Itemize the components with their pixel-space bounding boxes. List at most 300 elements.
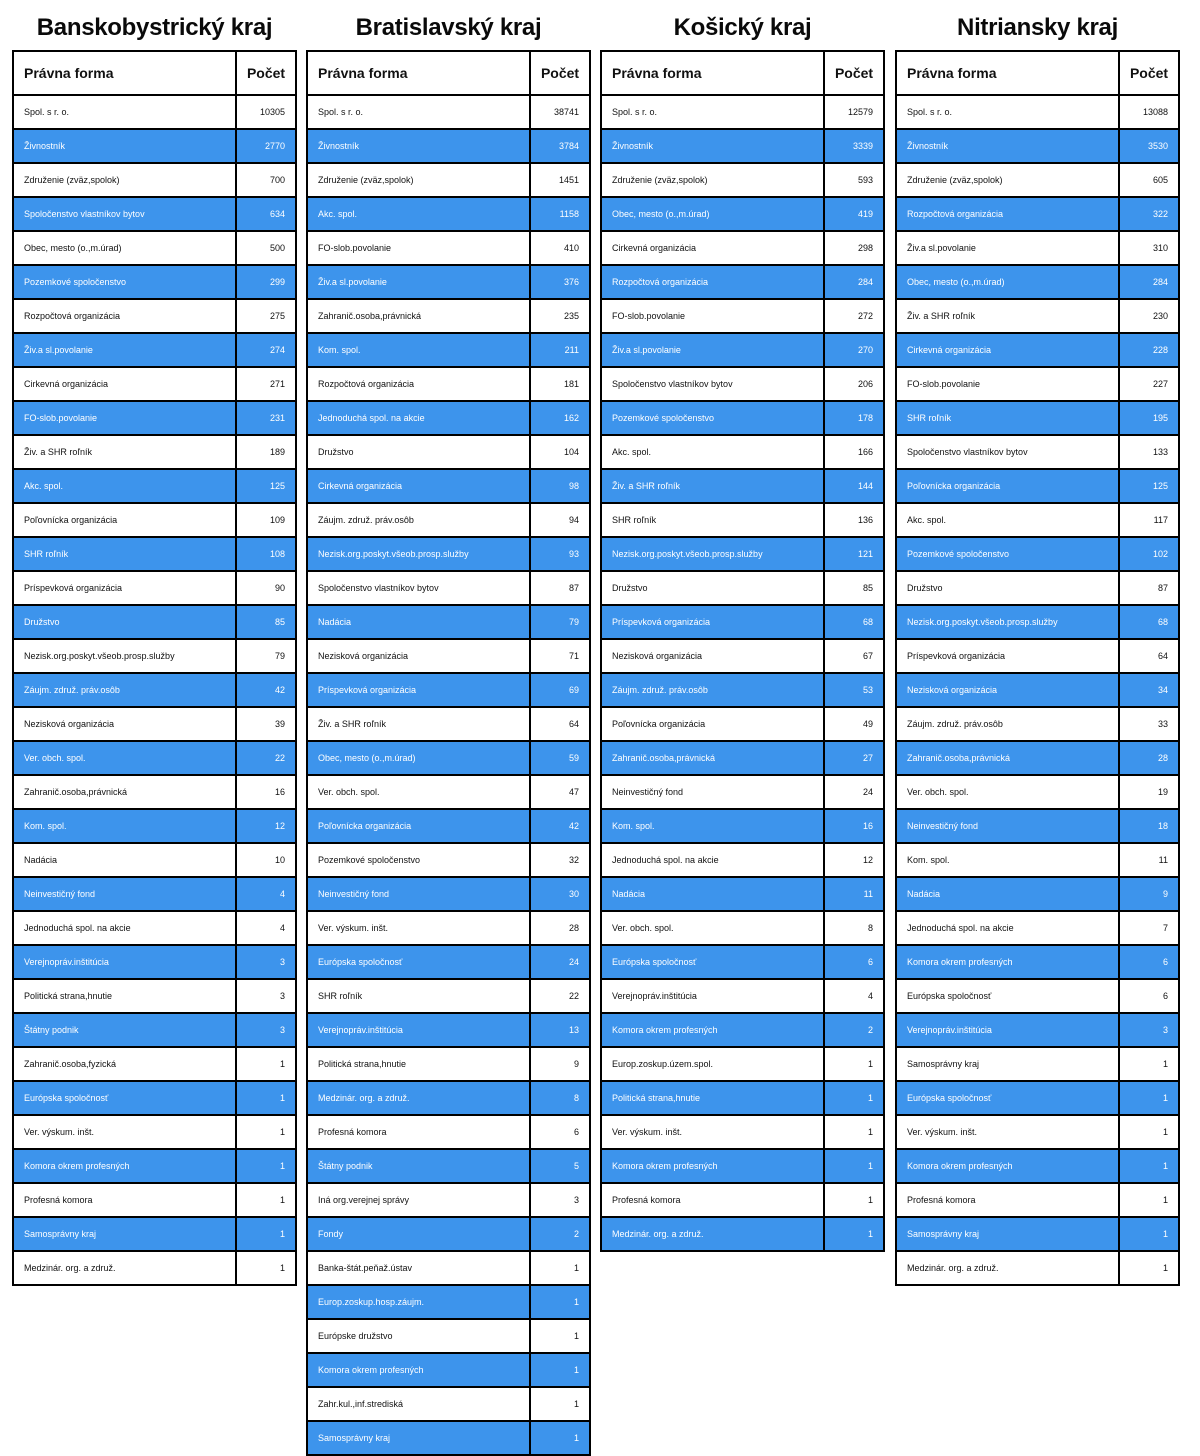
legal-form-cell: Europ.zoskup.územ.spol. [601,1047,824,1081]
table-row [307,401,590,435]
legal-form-cell: Verejnopráv.inštitúcia [13,945,236,979]
table-row [601,537,884,571]
table-row [601,707,884,741]
count-cell: 16 [824,809,884,843]
count-cell: 24 [530,945,590,979]
table-row [307,435,590,469]
legal-form-cell: Živnostník [601,129,824,163]
legal-form-cell: Živ. a SHR roľník [896,299,1119,333]
count-cell: 3 [530,1183,590,1217]
legal-form-cell: Banka-štát.peňaž.ústav [307,1251,530,1285]
count-cell: 53 [824,673,884,707]
legal-form-cell: Kom. spol. [307,333,530,367]
legal-form-cell: Zahr.kul.,inf.strediská [307,1387,530,1421]
table-row [601,95,884,129]
table-row [896,1183,1179,1217]
count-cell: 272 [824,299,884,333]
table-row [896,129,1179,163]
count-cell: 85 [824,571,884,605]
table-row [601,1149,884,1183]
count-cell: 3784 [530,129,590,163]
legal-form-cell: Akc. spol. [601,435,824,469]
table-row [307,1149,590,1183]
count-cell: 6 [1119,979,1179,1013]
legal-form-cell: Európska spoločnosť [896,979,1119,1013]
count-cell: 1 [1119,1183,1179,1217]
legal-form-cell: Nezisková organizácia [13,707,236,741]
count-cell: 376 [530,265,590,299]
table-row [896,639,1179,673]
legal-form-cell: Obec, mesto (o.,m.úrad) [307,741,530,775]
legal-form-cell: Akc. spol. [896,503,1119,537]
legal-form-table [306,50,591,1456]
count-cell: 12 [824,843,884,877]
legal-form-cell: Poľovnícka organizácia [601,707,824,741]
legal-form-cell: Zahranič.osoba,právnická [13,775,236,809]
count-cell: 3 [1119,1013,1179,1047]
count-cell: 228 [1119,333,1179,367]
legal-form-cell: Pozemkové spoločenstvo [13,265,236,299]
table-row [601,979,884,1013]
count-cell: 195 [1119,401,1179,435]
count-cell: 90 [236,571,296,605]
table-row [13,673,296,707]
count-cell: 69 [530,673,590,707]
table-row [896,843,1179,877]
legal-form-cell: Družstvo [13,605,236,639]
count-cell: 410 [530,231,590,265]
table-row [307,1183,590,1217]
table-row [307,231,590,265]
count-cell: 68 [1119,605,1179,639]
legal-form-cell: Akc. spol. [13,469,236,503]
count-cell: 1 [824,1217,884,1251]
region-title: Banskobystrický kraj [36,14,273,41]
count-cell: 1 [824,1081,884,1115]
header-count: Počet [236,51,296,95]
count-cell: 85 [236,605,296,639]
table-row [307,809,590,843]
table-row [896,265,1179,299]
table-row [896,1251,1179,1285]
legal-form-cell: Združenie (zväz,spolok) [307,163,530,197]
table-row [896,299,1179,333]
count-cell: 22 [236,741,296,775]
count-cell: 211 [530,333,590,367]
legal-form-cell: Komora okrem profesných [896,945,1119,979]
table-row [307,1013,590,1047]
legal-form-cell: Štátny podnik [307,1149,530,1183]
table-row [307,1217,590,1251]
legal-form-cell: Živ. a SHR roľník [601,469,824,503]
header-legal-form: Právna forma [601,51,824,95]
table-body [601,95,884,1251]
legal-form-cell: Nadácia [601,877,824,911]
count-cell: 605 [1119,163,1179,197]
legal-form-cell: Záujm. združ. práv.osôb [601,673,824,707]
table-row [307,333,590,367]
legal-form-cell: Spol. s r. o. [896,95,1119,129]
legal-form-cell: Ver. obch. spol. [307,775,530,809]
legal-form-cell: Nezisková organizácia [307,639,530,673]
table-body [896,95,1179,1285]
count-cell: 8 [530,1081,590,1115]
count-cell: 1 [824,1115,884,1149]
table-row [896,401,1179,435]
legal-form-cell: Ver. obch. spol. [13,741,236,775]
legal-form-cell: Verejnopráv.inštitúcia [601,979,824,1013]
table-row [13,571,296,605]
legal-form-table [12,50,297,1286]
legal-form-cell: Politická strana,hnutie [13,979,236,1013]
legal-form-cell: Cirkevná organizácia [896,333,1119,367]
table-row [896,945,1179,979]
table-body [13,95,296,1285]
count-cell: 3 [236,945,296,979]
legal-form-cell: Pozemkové spoločenstvo [601,401,824,435]
legal-form-cell: Pozemkové spoločenstvo [307,843,530,877]
table-row [13,401,296,435]
legal-form-cell: Akc. spol. [307,197,530,231]
legal-form-cell: Družstvo [601,571,824,605]
count-cell: 1 [236,1149,296,1183]
count-cell: 38741 [530,95,590,129]
legal-form-cell: Živ.a sl.povolanie [601,333,824,367]
count-cell: 28 [1119,741,1179,775]
count-cell: 1 [1119,1251,1179,1285]
table-row [13,503,296,537]
table-row [13,707,296,741]
count-cell: 87 [530,571,590,605]
legal-form-cell: Jednoduchá spol. na akcie [13,911,236,945]
table-row [307,1251,590,1285]
table-header-row [601,51,884,95]
legal-form-cell: Poľovnícka organizácia [307,809,530,843]
region-panel [600,0,885,1252]
count-cell: 3 [236,979,296,1013]
table-row [896,197,1179,231]
count-cell: 9 [1119,877,1179,911]
table-row [307,639,590,673]
count-cell: 593 [824,163,884,197]
table-row [307,877,590,911]
legal-form-cell: Jednoduchá spol. na akcie [601,843,824,877]
count-cell: 71 [530,639,590,673]
legal-form-cell: Fondy [307,1217,530,1251]
table-row [307,707,590,741]
legal-form-cell: Poľovnícka organizácia [13,503,236,537]
count-cell: 9 [530,1047,590,1081]
count-cell: 28 [530,911,590,945]
header-count: Počet [530,51,590,95]
table-row [307,1421,590,1455]
legal-form-cell: Profesná komora [307,1115,530,1149]
count-cell: 322 [1119,197,1179,231]
count-cell: 1 [1119,1081,1179,1115]
table-row [307,945,590,979]
table-row [307,843,590,877]
table-header-row [307,51,590,95]
table-row [13,1115,296,1149]
count-cell: 235 [530,299,590,333]
region-panel [306,0,591,1456]
table-row [13,95,296,129]
table-body [307,95,590,1455]
count-cell: 1 [236,1251,296,1285]
table-row [601,605,884,639]
count-cell: 87 [1119,571,1179,605]
table-row [13,605,296,639]
legal-form-cell: Neinvestičný fond [896,809,1119,843]
table-row [13,1081,296,1115]
count-cell: 94 [530,503,590,537]
count-cell: 12 [236,809,296,843]
table-row [601,129,884,163]
legal-form-cell: Živ. a SHR roľník [307,707,530,741]
count-cell: 227 [1119,367,1179,401]
count-cell: 16 [236,775,296,809]
count-cell: 1451 [530,163,590,197]
legal-form-cell: Samosprávny kraj [896,1217,1119,1251]
table-row [896,809,1179,843]
table-row [601,299,884,333]
legal-form-cell: SHR roľník [13,537,236,571]
legal-form-cell: Nadácia [896,877,1119,911]
legal-form-cell: Iná org.verejnej správy [307,1183,530,1217]
count-cell: 33 [1119,707,1179,741]
table-row [13,299,296,333]
table-row [601,639,884,673]
header-legal-form: Právna forma [896,51,1119,95]
count-cell: 27 [824,741,884,775]
table-row [601,503,884,537]
header-legal-form: Právna forma [13,51,236,95]
table-row [13,537,296,571]
legal-form-cell: Rozpočtová organizácia [896,197,1119,231]
legal-form-cell: Živ.a sl.povolanie [307,265,530,299]
table-row [896,435,1179,469]
count-cell: 4 [824,979,884,1013]
legal-form-cell: Živnostník [13,129,236,163]
table-row [307,673,590,707]
count-cell: 1 [530,1387,590,1421]
legal-form-cell: Nadácia [13,843,236,877]
table-row [307,129,590,163]
region-title: Nitriansky kraj [957,14,1118,41]
legal-form-cell: Spoločenstvo vlastníkov bytov [307,571,530,605]
table-row [307,299,590,333]
legal-form-cell: Nezisk.org.poskyt.všeob.prosp.služby [13,639,236,673]
table-row [13,1047,296,1081]
table-row [13,469,296,503]
table-row [13,333,296,367]
count-cell: 2770 [236,129,296,163]
legal-form-cell: Rozpočtová organizácia [307,367,530,401]
legal-form-cell: Cirkevná organizácia [307,469,530,503]
legal-form-cell: Spol. s r. o. [601,95,824,129]
count-cell: 93 [530,537,590,571]
count-cell: 64 [530,707,590,741]
table-row [307,163,590,197]
legal-form-cell: Komora okrem profesných [13,1149,236,1183]
legal-form-cell: Europ.zoskup.hosp.záujm. [307,1285,530,1319]
legal-form-cell: Jednoduchá spol. na akcie [307,401,530,435]
table-row [307,1319,590,1353]
legal-form-cell: Profesná komora [13,1183,236,1217]
legal-form-cell: Záujm. združ. práv.osôb [896,707,1119,741]
count-cell: 1 [1119,1217,1179,1251]
legal-form-cell: Cirkevná organizácia [601,231,824,265]
count-cell: 102 [1119,537,1179,571]
table-row [601,1047,884,1081]
table-row [601,843,884,877]
count-cell: 98 [530,469,590,503]
count-cell: 64 [1119,639,1179,673]
legal-form-cell: Samosprávny kraj [307,1421,530,1455]
count-cell: 104 [530,435,590,469]
count-cell: 8 [824,911,884,945]
legal-form-cell: Európska spoločnosť [601,945,824,979]
count-cell: 1 [236,1081,296,1115]
table-row [13,163,296,197]
legal-form-cell: Živ. a SHR roľník [13,435,236,469]
count-cell: 79 [530,605,590,639]
count-cell: 230 [1119,299,1179,333]
table-row [13,911,296,945]
legal-form-cell: Európska spoločnosť [307,945,530,979]
count-cell: 12579 [824,95,884,129]
legal-form-cell: Medzinár. org. a združ. [307,1081,530,1115]
table-row [13,1183,296,1217]
count-cell: 275 [236,299,296,333]
table-row [601,231,884,265]
legal-form-cell: Nezisk.org.poskyt.všeob.prosp.služby [601,537,824,571]
count-cell: 10 [236,843,296,877]
table-row [601,1217,884,1251]
table-row [13,265,296,299]
legal-form-cell: Európska spoločnosť [13,1081,236,1115]
count-cell: 6 [824,945,884,979]
count-cell: 1 [824,1047,884,1081]
legal-form-cell: Cirkevná organizácia [13,367,236,401]
legal-form-cell: Obec, mesto (o.,m.úrad) [13,231,236,265]
count-cell: 189 [236,435,296,469]
legal-form-cell: Medzinár. org. a združ. [896,1251,1119,1285]
legal-form-cell: Verejnopráv.inštitúcia [307,1013,530,1047]
count-cell: 108 [236,537,296,571]
legal-form-cell: Politická strana,hnutie [307,1047,530,1081]
count-cell: 2 [824,1013,884,1047]
table-row [601,571,884,605]
legal-form-cell: Európska spoločnosť [896,1081,1119,1115]
count-cell: 2 [530,1217,590,1251]
table-row [601,469,884,503]
legal-form-cell: Kom. spol. [13,809,236,843]
legal-form-table [895,50,1180,1286]
region-panel [12,0,297,1286]
legal-form-cell: Družstvo [307,435,530,469]
count-cell: 270 [824,333,884,367]
table-row [601,877,884,911]
legal-form-table [600,50,885,1252]
count-cell: 13088 [1119,95,1179,129]
legal-form-cell: Ver. výskum. inšt. [13,1115,236,1149]
table-row [307,775,590,809]
table-row [601,1183,884,1217]
region-panel [895,0,1180,1286]
legal-form-cell: Združenie (zväz,spolok) [601,163,824,197]
count-cell: 68 [824,605,884,639]
count-cell: 3 [236,1013,296,1047]
table-row [307,1047,590,1081]
table-row [896,1149,1179,1183]
table-row [896,741,1179,775]
legal-form-cell: Živ.a sl.povolanie [13,333,236,367]
count-cell: 1 [824,1183,884,1217]
legal-form-cell: Obec, mesto (o.,m.úrad) [601,197,824,231]
table-row [307,1353,590,1387]
table-row [13,877,296,911]
table-row [896,605,1179,639]
table-row [307,367,590,401]
legal-form-cell: Združenie (zväz,spolok) [13,163,236,197]
legal-form-cell: Ver. výskum. inšt. [307,911,530,945]
legal-form-cell: Zahranič.osoba,právnická [601,741,824,775]
legal-form-cell: Kom. spol. [896,843,1119,877]
count-cell: 1 [236,1217,296,1251]
legal-form-cell: Ver. výskum. inšt. [896,1115,1119,1149]
count-cell: 117 [1119,503,1179,537]
table-row [307,605,590,639]
count-cell: 13 [530,1013,590,1047]
count-cell: 162 [530,401,590,435]
count-cell: 206 [824,367,884,401]
legal-form-cell: Neinvestičný fond [13,877,236,911]
count-cell: 1 [530,1421,590,1455]
legal-form-cell: Živnostník [307,129,530,163]
legal-form-cell: Nezisk.org.poskyt.všeob.prosp.služby [307,537,530,571]
table-row [601,945,884,979]
table-row [307,571,590,605]
legal-form-cell: Komora okrem profesných [307,1353,530,1387]
table-row [13,979,296,1013]
legal-form-cell: Zahranič.osoba,právnická [307,299,530,333]
legal-form-cell: Medzinár. org. a združ. [13,1251,236,1285]
table-row [307,1387,590,1421]
table-row [896,333,1179,367]
count-cell: 47 [530,775,590,809]
count-cell: 18 [1119,809,1179,843]
count-cell: 22 [530,979,590,1013]
count-cell: 310 [1119,231,1179,265]
legal-form-cell: Medzinár. org. a združ. [601,1217,824,1251]
table-row [13,1013,296,1047]
table-row [896,537,1179,571]
table-row [13,945,296,979]
table-row [896,775,1179,809]
table-row [13,639,296,673]
table-row [13,367,296,401]
count-cell: 1 [530,1319,590,1353]
table-row [13,231,296,265]
legal-form-cell: Nezisk.org.poskyt.všeob.prosp.služby [896,605,1119,639]
table-row [601,265,884,299]
table-row [601,367,884,401]
legal-form-cell: Spoločenstvo vlastníkov bytov [13,197,236,231]
legal-form-cell: SHR roľník [307,979,530,1013]
legal-form-cell: Spol. s r. o. [307,95,530,129]
legal-form-cell: Nadácia [307,605,530,639]
